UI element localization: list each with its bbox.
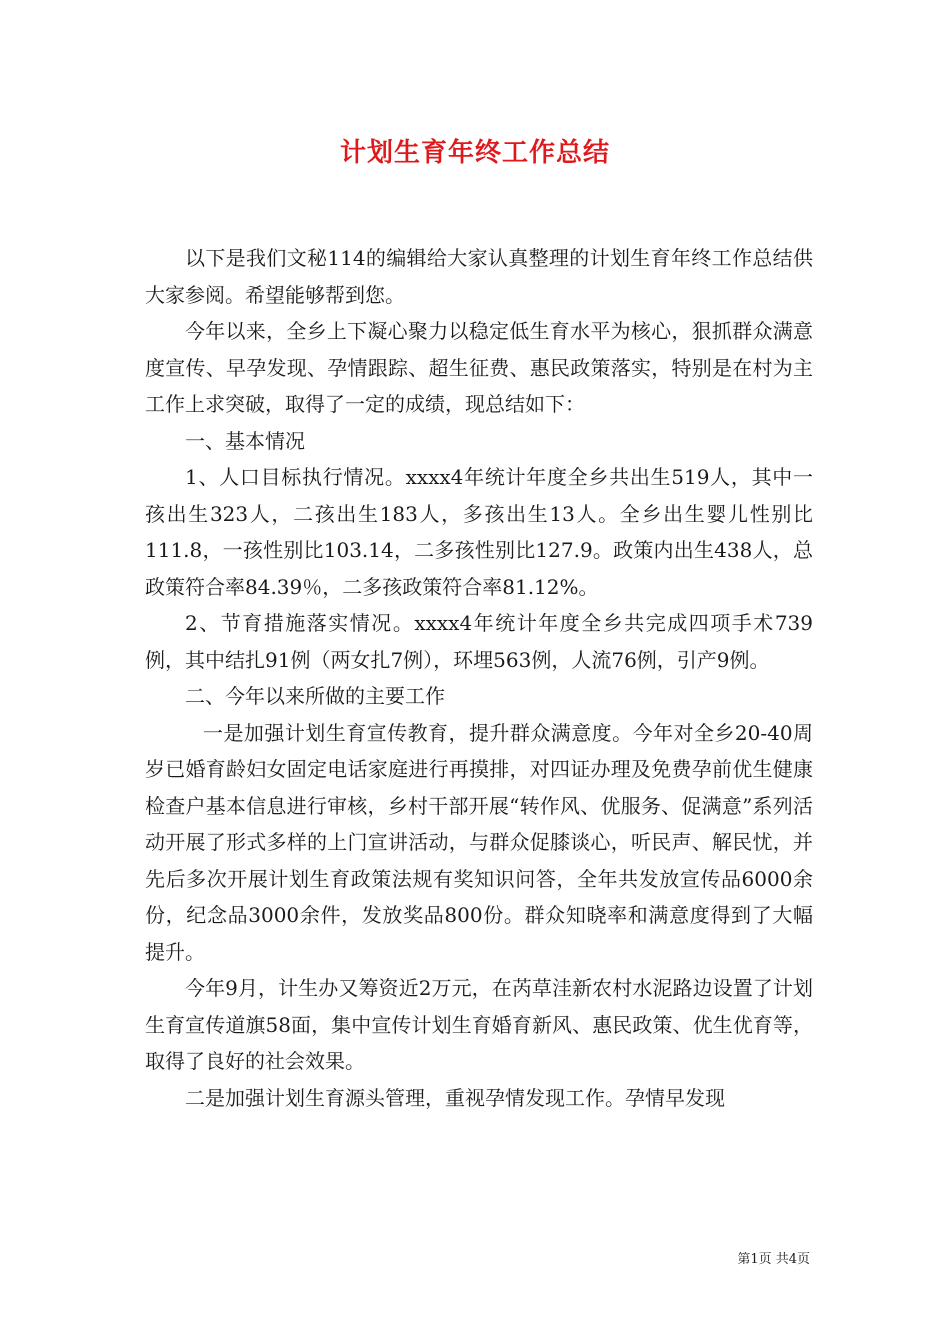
- document-body: [145, 240, 813, 1116]
- paragraph-september-funding: 今年9月，计生办又筹资近2万元，在芮草洼新农村水泥路边设置了计划生育宣传道旗58面，集中宣传计划生育婚育新风、惠民政策、优生优育等，取得了良好的社会效果。: [145, 976, 813, 1073]
- paragraph-overview: 今年以来，全乡上下凝心聚力以稳定低生育水平为核心，狠抓群众满意度宣传、早孕发现、孕情跟踪、超生征费、惠民政策落实，特别是在村为主工作上求突破，取得了一定的成绩，现总结如下：: [145, 319, 813, 416]
- section-heading-basic: 一、基本情况: [185, 428, 305, 453]
- page-number: 第1页 共4页: [737, 1252, 810, 1267]
- paragraph-source-management: 二是加强计划生育源头管理，重视孕情发现工作。孕情早发现: [185, 1085, 725, 1110]
- section-heading-main-work: 二、今年以来所做的主要工作: [185, 684, 445, 708]
- paragraph-birth-control-measures: 2、节育措施落实情况。xxxx4年统计年度全乡共完成四项手术739例，其中结扎91例（两女扎7例），环埋563例，人流76例，引产9例。: [145, 611, 813, 672]
- paragraph-population-targets: 1、人口目标执行情况。xxxx4年统计年度全乡共出生519人，其中一孩出生323人，二孩出生183人，多孩出生13人。全乡出生婴儿性别比111.8，一孩性别比103.14，二多孩性别比127.9。政策内出生438人，总政策符合率84.39％，二多孩政策符合率81.12%。: [145, 465, 813, 599]
- paragraph-publicity-education: 一是加强计划生育宣传教育，提升群众满意度。今年对全乡20-40周岁已婚育龄妇女固定电话家庭进行再摸排，对四证办理及免费孕前优生健康检查户基本信息进行审核，乡村干部开展“转作风、优服务、促满意”系列活动开展了形式多样的上门宣讲活动，与群众促膝谈心，听民声、解民忧，并先后多次开展计划生育政策法规有奖知识问答，全年共发放宣传品6000余份，纪念品3000余件，发放奖品800份。群众知晓率和满意度得到了大幅提升。: [145, 720, 813, 964]
- paragraph-intro: 以下是我们文秘114的编辑给大家认真整理的计划生育年终工作总结供大家参阅。希望能够帮到您。: [145, 246, 813, 307]
- document-title: 计划生育年终工作总结: [339, 138, 610, 168]
